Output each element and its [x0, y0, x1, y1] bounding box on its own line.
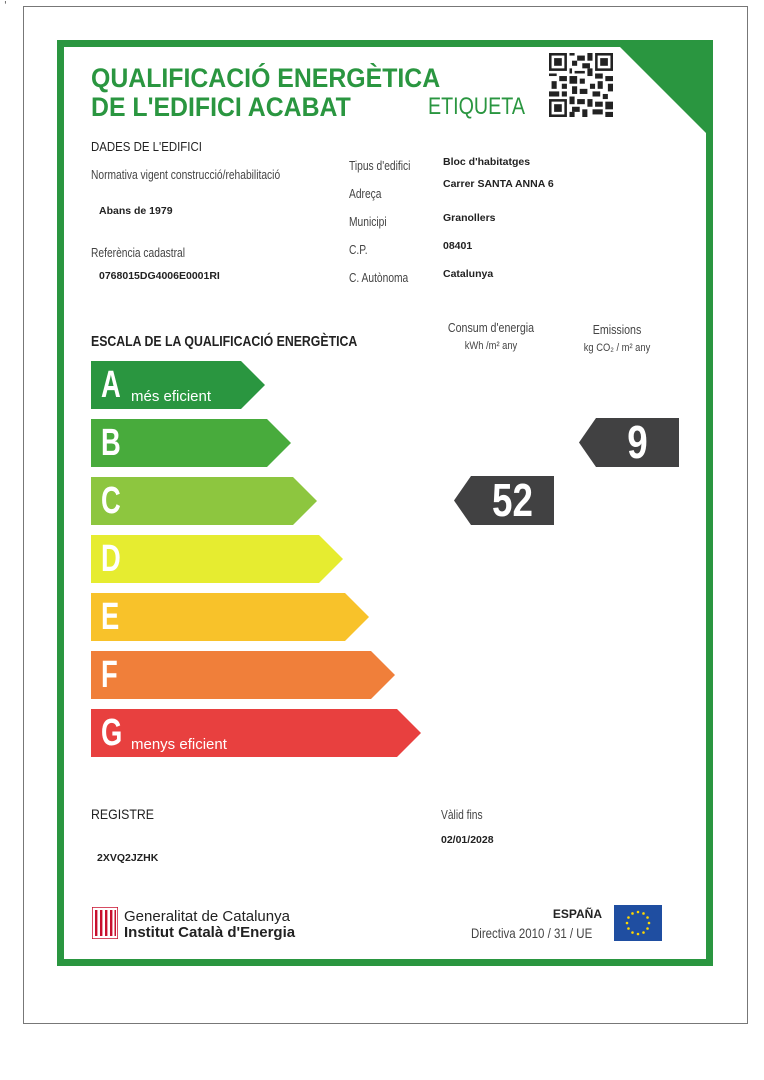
- building-type-label: Tipus d'edifici: [349, 159, 411, 173]
- rating-band-letter: A: [101, 364, 121, 406]
- rating-band-b: [91, 419, 291, 467]
- scale-title: ESCALA DE LA QUALIFICACIÓ ENERGÈTICA: [91, 333, 358, 350]
- rating-band-letter: G: [101, 712, 123, 754]
- valid-until-label: Vàlid fins: [441, 808, 483, 822]
- directive-label: Directiva 2010 / 31 / UE: [471, 925, 593, 941]
- rating-band-description: menys eficient: [131, 736, 227, 753]
- consumption-rating-arrow: [454, 476, 554, 525]
- emissions-rating-arrow: [579, 418, 679, 467]
- qr-code-icon: [549, 53, 613, 117]
- rating-band-g: [91, 709, 421, 757]
- eu-star-icon: [642, 931, 645, 934]
- rating-band-letter: B: [101, 422, 121, 464]
- municipality-label: Municipi: [349, 215, 387, 229]
- corner-mark: ': [4, 0, 7, 11]
- consumption-value: 52: [492, 474, 533, 526]
- rating-band-c: [91, 477, 317, 525]
- postcode-label: C.P.: [349, 243, 368, 257]
- rating-band-d: [91, 535, 343, 583]
- valid-until-value: 02/01/2028: [441, 834, 494, 846]
- consumption-heading: Consum d'energia: [447, 320, 535, 335]
- corner-triangle: [618, 45, 708, 135]
- municipality-value: Granollers: [443, 212, 496, 224]
- eu-star-icon: [637, 933, 640, 936]
- eu-star-icon: [631, 931, 634, 934]
- registry-value: 2XVQ2JZHK: [97, 852, 159, 864]
- eu-star-icon: [626, 922, 629, 925]
- address-value: Carrer SANTA ANNA 6: [443, 178, 554, 190]
- rating-band-letter: C: [101, 480, 121, 522]
- building-section-title: DADES DE L'EDIFICI: [91, 139, 202, 154]
- region-value: Catalunya: [443, 268, 494, 280]
- org-institute: Institut Català d'Energia: [124, 924, 296, 941]
- title-line-2: DE L'EDIFICI ACABAT: [91, 92, 351, 122]
- rating-band-letter: D: [101, 538, 121, 580]
- org-name: Generalitat de Catalunya: [124, 908, 290, 925]
- eu-star-icon: [646, 927, 649, 930]
- cadastral-value: 0768015DG4006E0001RI: [99, 270, 220, 282]
- title-line-1: QUALIFICACIÓ ENERGÈTICA: [91, 63, 441, 93]
- eu-star-icon: [646, 916, 649, 919]
- eu-star-icon: [648, 922, 651, 925]
- rating-band-f: [91, 651, 395, 699]
- eu-star-icon: [637, 911, 640, 914]
- building-type-value: Bloc d'habitatges: [443, 156, 531, 168]
- postcode-value: 08401: [443, 240, 473, 252]
- rating-band-letter: E: [101, 596, 120, 638]
- rating-band-a: [91, 361, 265, 409]
- country-label: ESPAÑA: [552, 907, 602, 921]
- rating-band-letter: F: [101, 654, 118, 696]
- regulation-value: Abans de 1979: [99, 205, 173, 217]
- emissions-heading: Emissions: [592, 322, 642, 337]
- registry-label: REGISTRE: [91, 806, 154, 822]
- energy-label-frame: [57, 40, 713, 966]
- eu-star-icon: [642, 912, 645, 915]
- catalan-flag-icon: [92, 907, 118, 939]
- label-type: ETIQUETA: [428, 93, 525, 120]
- regulation-label: Normativa vigent construcció/rehabilitació: [91, 168, 281, 182]
- eu-star-icon: [627, 927, 630, 930]
- eu-flag-icon: [614, 905, 662, 941]
- region-label: C. Autònoma: [349, 271, 409, 285]
- consumption-unit: kWh /m² any: [464, 340, 518, 352]
- rating-band-e: [91, 593, 369, 641]
- emissions-value: 9: [627, 416, 648, 468]
- eu-star-icon: [631, 912, 634, 915]
- cadastral-label: Referència cadastral: [91, 246, 186, 260]
- emissions-unit: kg CO₂ / m² any: [583, 342, 651, 354]
- eu-star-icon: [627, 916, 630, 919]
- rating-band-description: més eficient: [131, 388, 212, 405]
- address-label: Adreça: [349, 187, 382, 201]
